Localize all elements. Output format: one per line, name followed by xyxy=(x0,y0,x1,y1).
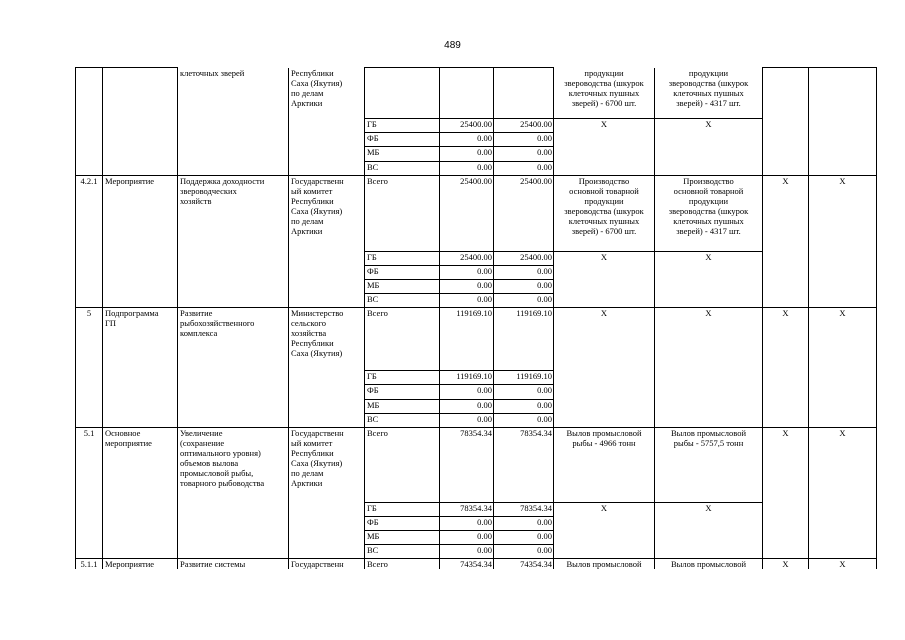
funding-total: 0.00 xyxy=(440,280,494,294)
funding-total: 0.00 xyxy=(440,385,494,400)
funding-year: 25400.00 xyxy=(494,176,554,252)
funding-source: ВС xyxy=(365,545,440,559)
mark-col-1: Х xyxy=(763,559,809,570)
item-type: Мероприятие xyxy=(103,559,178,570)
funding-source: ФБ xyxy=(365,266,440,280)
funding-source: ВС xyxy=(365,162,440,176)
funding-total: 74354.34 xyxy=(440,559,494,570)
funding-source: Всего xyxy=(365,559,440,570)
result-fact: Вылов промысловой xyxy=(655,559,763,570)
item-type: Основное мероприятие xyxy=(103,428,178,559)
item-code xyxy=(76,68,103,176)
funding-source: ГБ xyxy=(365,252,440,266)
item-code: 4.2.1 xyxy=(76,176,103,308)
funding-source: МБ xyxy=(365,531,440,545)
funding-year: 0.00 xyxy=(494,162,554,176)
table-row xyxy=(76,428,877,503)
result-fact: Х xyxy=(655,308,763,371)
result-plan: Вылов промысловой рыбы - 4966 тонн xyxy=(554,428,655,503)
funding-source: Всего xyxy=(365,428,440,503)
result-plan: Производство основной товарной продукции звероводства (шкурок клеточных пушных зверей) - 6700 шт. xyxy=(554,176,655,252)
result-fact-2: Х xyxy=(655,503,763,559)
result-plan-2: Х xyxy=(554,252,655,308)
result-fact: продукции звероводства (шкурок клеточных пушных зверей) - 4317 шт. xyxy=(655,68,763,119)
funding-total: 25400.00 xyxy=(440,252,494,266)
funding-year: 78354.34 xyxy=(494,503,554,517)
funding-year: 0.00 xyxy=(494,531,554,545)
item-type: Мероприятие xyxy=(103,176,178,308)
mark-col-1: Х xyxy=(763,308,809,428)
funding-total: 0.00 xyxy=(440,517,494,531)
funding-total: 0.00 xyxy=(440,414,494,428)
funding-year: 119169.10 xyxy=(494,371,554,385)
item-executor: Государственн ый комитет Республики Саха (Якутия) по делам Арктики xyxy=(289,176,365,308)
funding-total: 78354.34 xyxy=(440,428,494,503)
funding-total: 119169.10 xyxy=(440,371,494,385)
result-fact: Вылов промысловой рыбы - 5757,5 тонн xyxy=(655,428,763,503)
funding-total xyxy=(440,68,494,119)
funding-source: ФБ xyxy=(365,133,440,147)
funding-total: 119169.10 xyxy=(440,308,494,371)
item-executor: Государственн ый комитет Республики Саха (Якутия) по делам Арктики xyxy=(289,428,365,559)
funding-total: 0.00 xyxy=(440,294,494,308)
item-name: Увеличение (сохранение оптимального уровня) объемов вылова промысловой рыбы, товарного рыбоводства xyxy=(178,428,289,559)
funding-year: 0.00 xyxy=(494,385,554,400)
table-row xyxy=(76,559,877,570)
funding-year: 0.00 xyxy=(494,400,554,414)
funding-source: Всего xyxy=(365,176,440,252)
table-block xyxy=(76,176,877,308)
funding-source: МБ xyxy=(365,280,440,294)
mark-col-2: Х xyxy=(809,428,877,559)
result-plan: продукции звероводства (шкурок клеточных пушных зверей) - 6700 шт. xyxy=(554,68,655,119)
funding-source: МБ xyxy=(365,400,440,414)
funding-year: 119169.10 xyxy=(494,308,554,371)
table-row xyxy=(76,176,877,252)
funding-year: 0.00 xyxy=(494,414,554,428)
program-table xyxy=(75,67,877,569)
funding-source: ВС xyxy=(365,414,440,428)
item-type: Подпрограмма ГП xyxy=(103,308,178,428)
funding-source: Всего xyxy=(365,308,440,371)
funding-total: 0.00 xyxy=(440,147,494,162)
funding-total: 25400.00 xyxy=(440,176,494,252)
funding-source: ГБ xyxy=(365,503,440,517)
funding-total: 0.00 xyxy=(440,400,494,414)
funding-total: 0.00 xyxy=(440,133,494,147)
funding-year: 0.00 xyxy=(494,133,554,147)
result-plan: Вылов промысловой xyxy=(554,559,655,570)
funding-year: 0.00 xyxy=(494,147,554,162)
table-row xyxy=(76,308,877,371)
table-block xyxy=(76,428,877,559)
funding-source: МБ xyxy=(365,147,440,162)
item-name: клеточных зверей xyxy=(178,68,289,176)
funding-year: 78354.34 xyxy=(494,428,554,503)
page-number: 489 xyxy=(444,40,461,51)
mark-col-1: Х xyxy=(763,428,809,559)
result-plan-2: Х xyxy=(554,119,655,176)
result-fact-2: Х xyxy=(655,119,763,176)
funding-year: 74354.34 xyxy=(494,559,554,570)
item-code: 5.1.1 xyxy=(76,559,103,570)
table-block xyxy=(76,68,877,176)
funding-year: 0.00 xyxy=(494,280,554,294)
table-block xyxy=(76,308,877,428)
mark-col-1 xyxy=(763,68,809,176)
funding-source: ВС xyxy=(365,294,440,308)
funding-year: 0.00 xyxy=(494,517,554,531)
funding-total: 0.00 xyxy=(440,545,494,559)
item-name: Поддержка доходности звероводческих хозяйств xyxy=(178,176,289,308)
result-fact: Производство основной товарной продукции звероводства (шкурок клеточных пушных зверей) - 4317 шт. xyxy=(655,176,763,252)
funding-year: 25400.00 xyxy=(494,119,554,133)
funding-total: 0.00 xyxy=(440,266,494,280)
item-name: Развитие рыбохозяйственного комплекса xyxy=(178,308,289,428)
item-executor: Министерство сельского хозяйства Республики Саха (Якутия) xyxy=(289,308,365,428)
funding-total: 0.00 xyxy=(440,531,494,545)
result-fact-2 xyxy=(655,371,763,428)
funding-year xyxy=(494,68,554,119)
item-executor: Государственн xyxy=(289,559,365,570)
funding-source xyxy=(365,68,440,119)
funding-total: 25400.00 xyxy=(440,119,494,133)
funding-source: ГБ xyxy=(365,119,440,133)
funding-source: ГБ xyxy=(365,371,440,385)
item-code: 5.1 xyxy=(76,428,103,559)
result-plan-2 xyxy=(554,371,655,428)
table-block xyxy=(76,559,877,570)
mark-col-1: Х xyxy=(763,176,809,308)
mark-col-2 xyxy=(809,68,877,176)
funding-year: 25400.00 xyxy=(494,252,554,266)
funding-total: 78354.34 xyxy=(440,503,494,517)
table-row xyxy=(76,68,877,119)
funding-year: 0.00 xyxy=(494,294,554,308)
funding-year: 0.00 xyxy=(494,545,554,559)
result-plan-2: Х xyxy=(554,503,655,559)
mark-col-2: Х xyxy=(809,176,877,308)
funding-source: ФБ xyxy=(365,517,440,531)
item-executor: Республики Саха (Якутия) по делам Арктики xyxy=(289,68,365,176)
result-plan: Х xyxy=(554,308,655,371)
item-type xyxy=(103,68,178,176)
funding-total: 0.00 xyxy=(440,162,494,176)
result-fact-2: Х xyxy=(655,252,763,308)
item-name: Развитие системы xyxy=(178,559,289,570)
item-code: 5 xyxy=(76,308,103,428)
mark-col-2: Х xyxy=(809,559,877,570)
funding-year: 0.00 xyxy=(494,266,554,280)
funding-source: ФБ xyxy=(365,385,440,400)
mark-col-2: Х xyxy=(809,308,877,428)
